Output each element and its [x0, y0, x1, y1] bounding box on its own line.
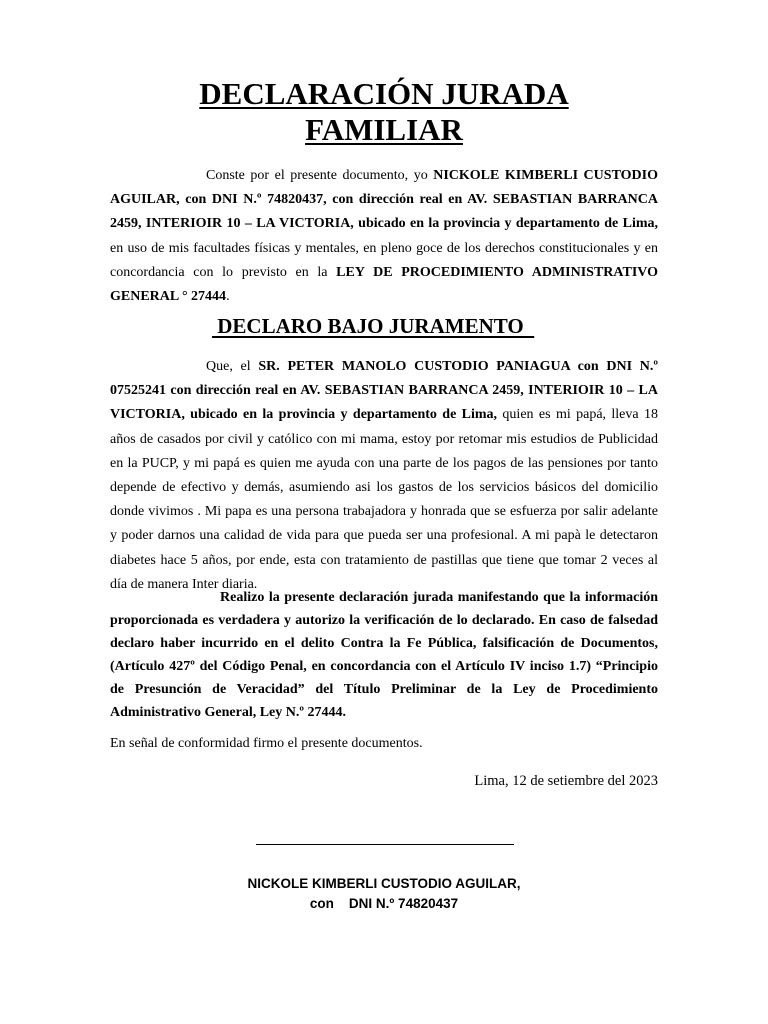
document-title-line-1: DECLARACIÓN JURADA: [199, 76, 569, 111]
intro-paragraph: [110, 164, 658, 309]
closing-paragraph: En señal de conformidad firmo el presente documentos.: [110, 736, 423, 751]
body-text-1: Que, el: [206, 359, 259, 374]
signature-dni: con DNI N.º 74820437: [309, 896, 459, 911]
declarant-details: NICKOLE KIMBERLI CUSTODIO AGUILAR, con DNI N.º 74820437, con dirección real en AV. SEBASTIAN BARRANCA 2459, INTERIOIR 10 – LA VICTORIA, ubicado en la provincia y departamento de Lima,: [110, 168, 658, 232]
body-text-2: quien es mi papá, lleva 18 años de casados por civil y católico con mi mama, estoy por retomar mis estudios de Publicidad en la PUCP, y mi papá es quien me ayuda con una parte de los pagos de las pensiones por tanto depende de efectivo y demás, asumiendo asi los gastos de los servicios básicos del domicilio donde vivimos . Mi papa es una persona trabajadora y honrada que se esfuerza por salir adelante y poder darnos una calidad de vida para que pueda ser una profesional. A mi papà le detectaron diabetes hace 5 años, por ende, esta con tratamiento de pastillas que tiene que tomar 2 veces al día de manera Inter diaria.: [110, 407, 658, 592]
intro-text-2: en uso de mis facultades físicas y mentales, en pleno goce de los derechos constitucionales y en concordancia con lo previsto en la: [110, 240, 658, 280]
intro-text-3: .: [226, 289, 230, 305]
signature-line: [256, 844, 514, 845]
father-details: SR. PETER MANOLO CUSTODIO PANIAGUA con DNI N.º 07525241 con dirección real en AV. SEBASTIAN BARRANCA 2459, INTERIOIR 10 – LA VICTORIA, ubicado en la provincia y departamento de Lima,: [110, 359, 658, 423]
intro-text-1: Conste por el presente documento, yo: [206, 168, 434, 183]
body-paragraph: [110, 355, 658, 597]
law-reference: LEY DE PROCEDIMIENTO ADMINISTRATIVO GENERAL ° 27444: [110, 264, 658, 305]
document-title-line-2: FAMILIAR: [305, 112, 463, 147]
section-heading: DECLARO BAJO JURAMENTO: [212, 314, 535, 338]
signature-name: NICKOLE KIMBERLI CUSTODIO AGUILAR,: [247, 876, 521, 891]
declaration-paragraph: Realizo la presente declaración jurada manifestando que la información proporcionada es verdadera y autorizo la verificación de lo declarado. En caso de falsedad declaro haber incurrido en el delito Contra la Fe Pública, falsificación de Documentos, (Artículo 427º del Código Penal, en concordancia con el Artículo IV inciso 1.7) “Principio de Presunción de Veracidad” del Título Preliminar de la Ley de Procedimiento Administrativo General, Ley N.º 27444.: [110, 590, 658, 720]
document-date: Lima, 12 de setiembre del 2023: [474, 773, 658, 789]
